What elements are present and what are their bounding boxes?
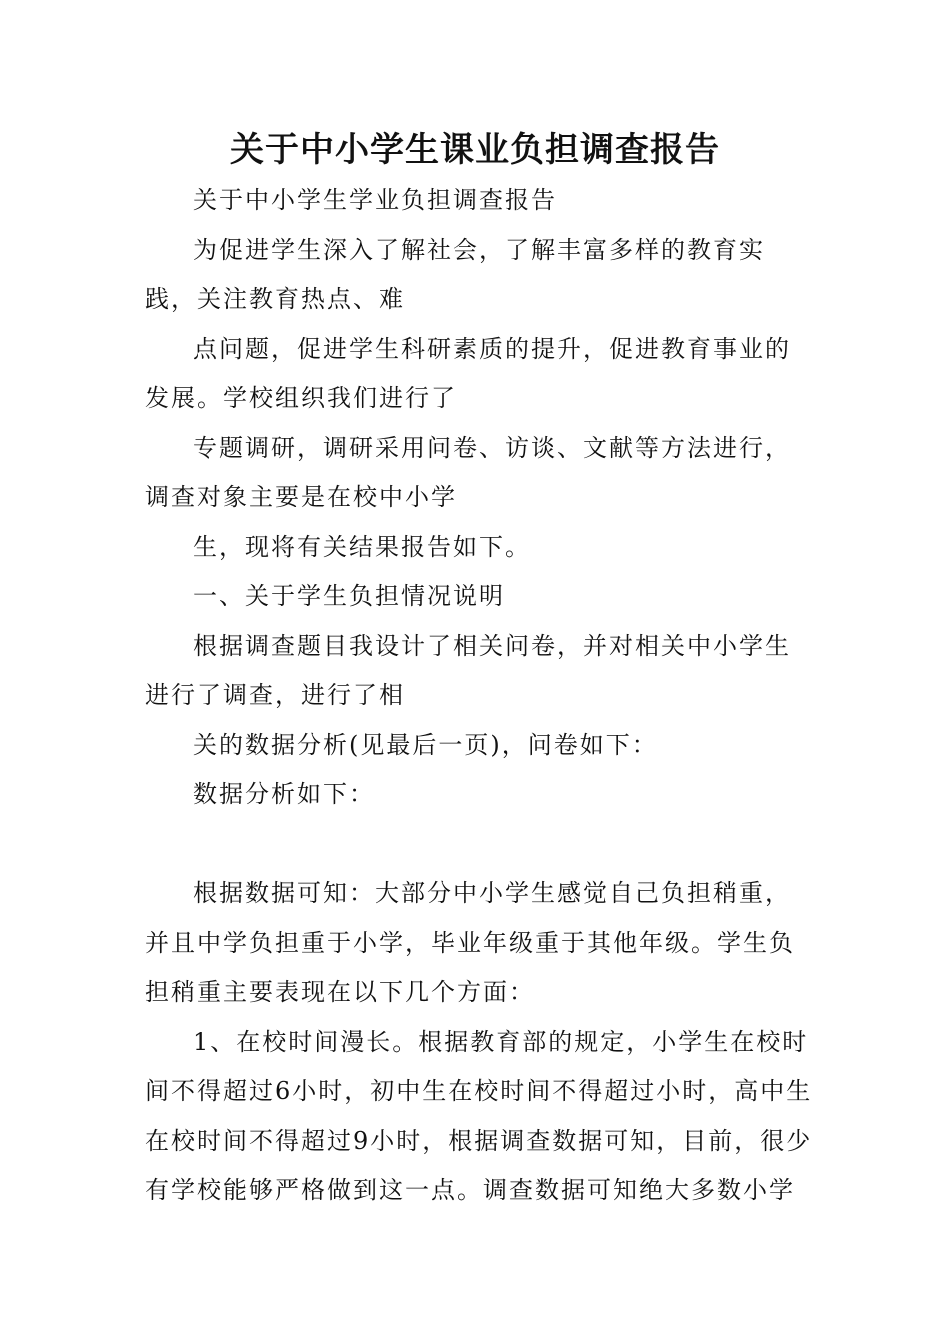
document-title: 关于中小学生课业负担调查报告 xyxy=(230,130,720,170)
document-body xyxy=(145,176,815,1216)
paragraph: 点问题，促进学生科研素质的提升，促进教育事业的发展。学校组织我们进行了 xyxy=(145,334,791,412)
section-heading: 一、关于学生负担情况说明 xyxy=(193,582,505,610)
paragraph-subtitle: 关于中小学生学业负担调查报告 xyxy=(193,186,557,214)
blank-line xyxy=(145,820,815,870)
paragraph: 生，现将有关结果报告如下。 xyxy=(193,532,531,561)
paragraph: 根据数据可知：大部分中小学生感觉自己负担稍重，并且中学负担重于小学，毕业年级重于其他年级。学生负担稍重主要表现在以下几个方面： xyxy=(145,879,795,1006)
paragraph: 1、在校时间漫长。根据教育部的规定，小学生在校时间不得超过6小时，初中生在校时间不得超过小时，高中生在校时间不得超过9小时，根据调查数据可知，目前，很少有学校能够严格做到这一点。调查数据可知绝大多数小学 xyxy=(145,1027,813,1204)
paragraph: 根据调查题目我设计了相关问卷，并对相关中小学生进行了调查，进行了相 xyxy=(145,631,791,709)
paragraph: 专题调研，调研采用问卷、访谈、文献等方法进行，调查对象主要是在校中小学 xyxy=(145,433,791,511)
paragraph: 数据分析如下： xyxy=(193,780,375,808)
paragraph: 为促进学生深入了解社会，了解丰富多样的教育实践，关注教育热点、难 xyxy=(145,235,765,313)
paragraph: 关的数据分析(见最后一页)，问卷如下： xyxy=(193,730,658,759)
